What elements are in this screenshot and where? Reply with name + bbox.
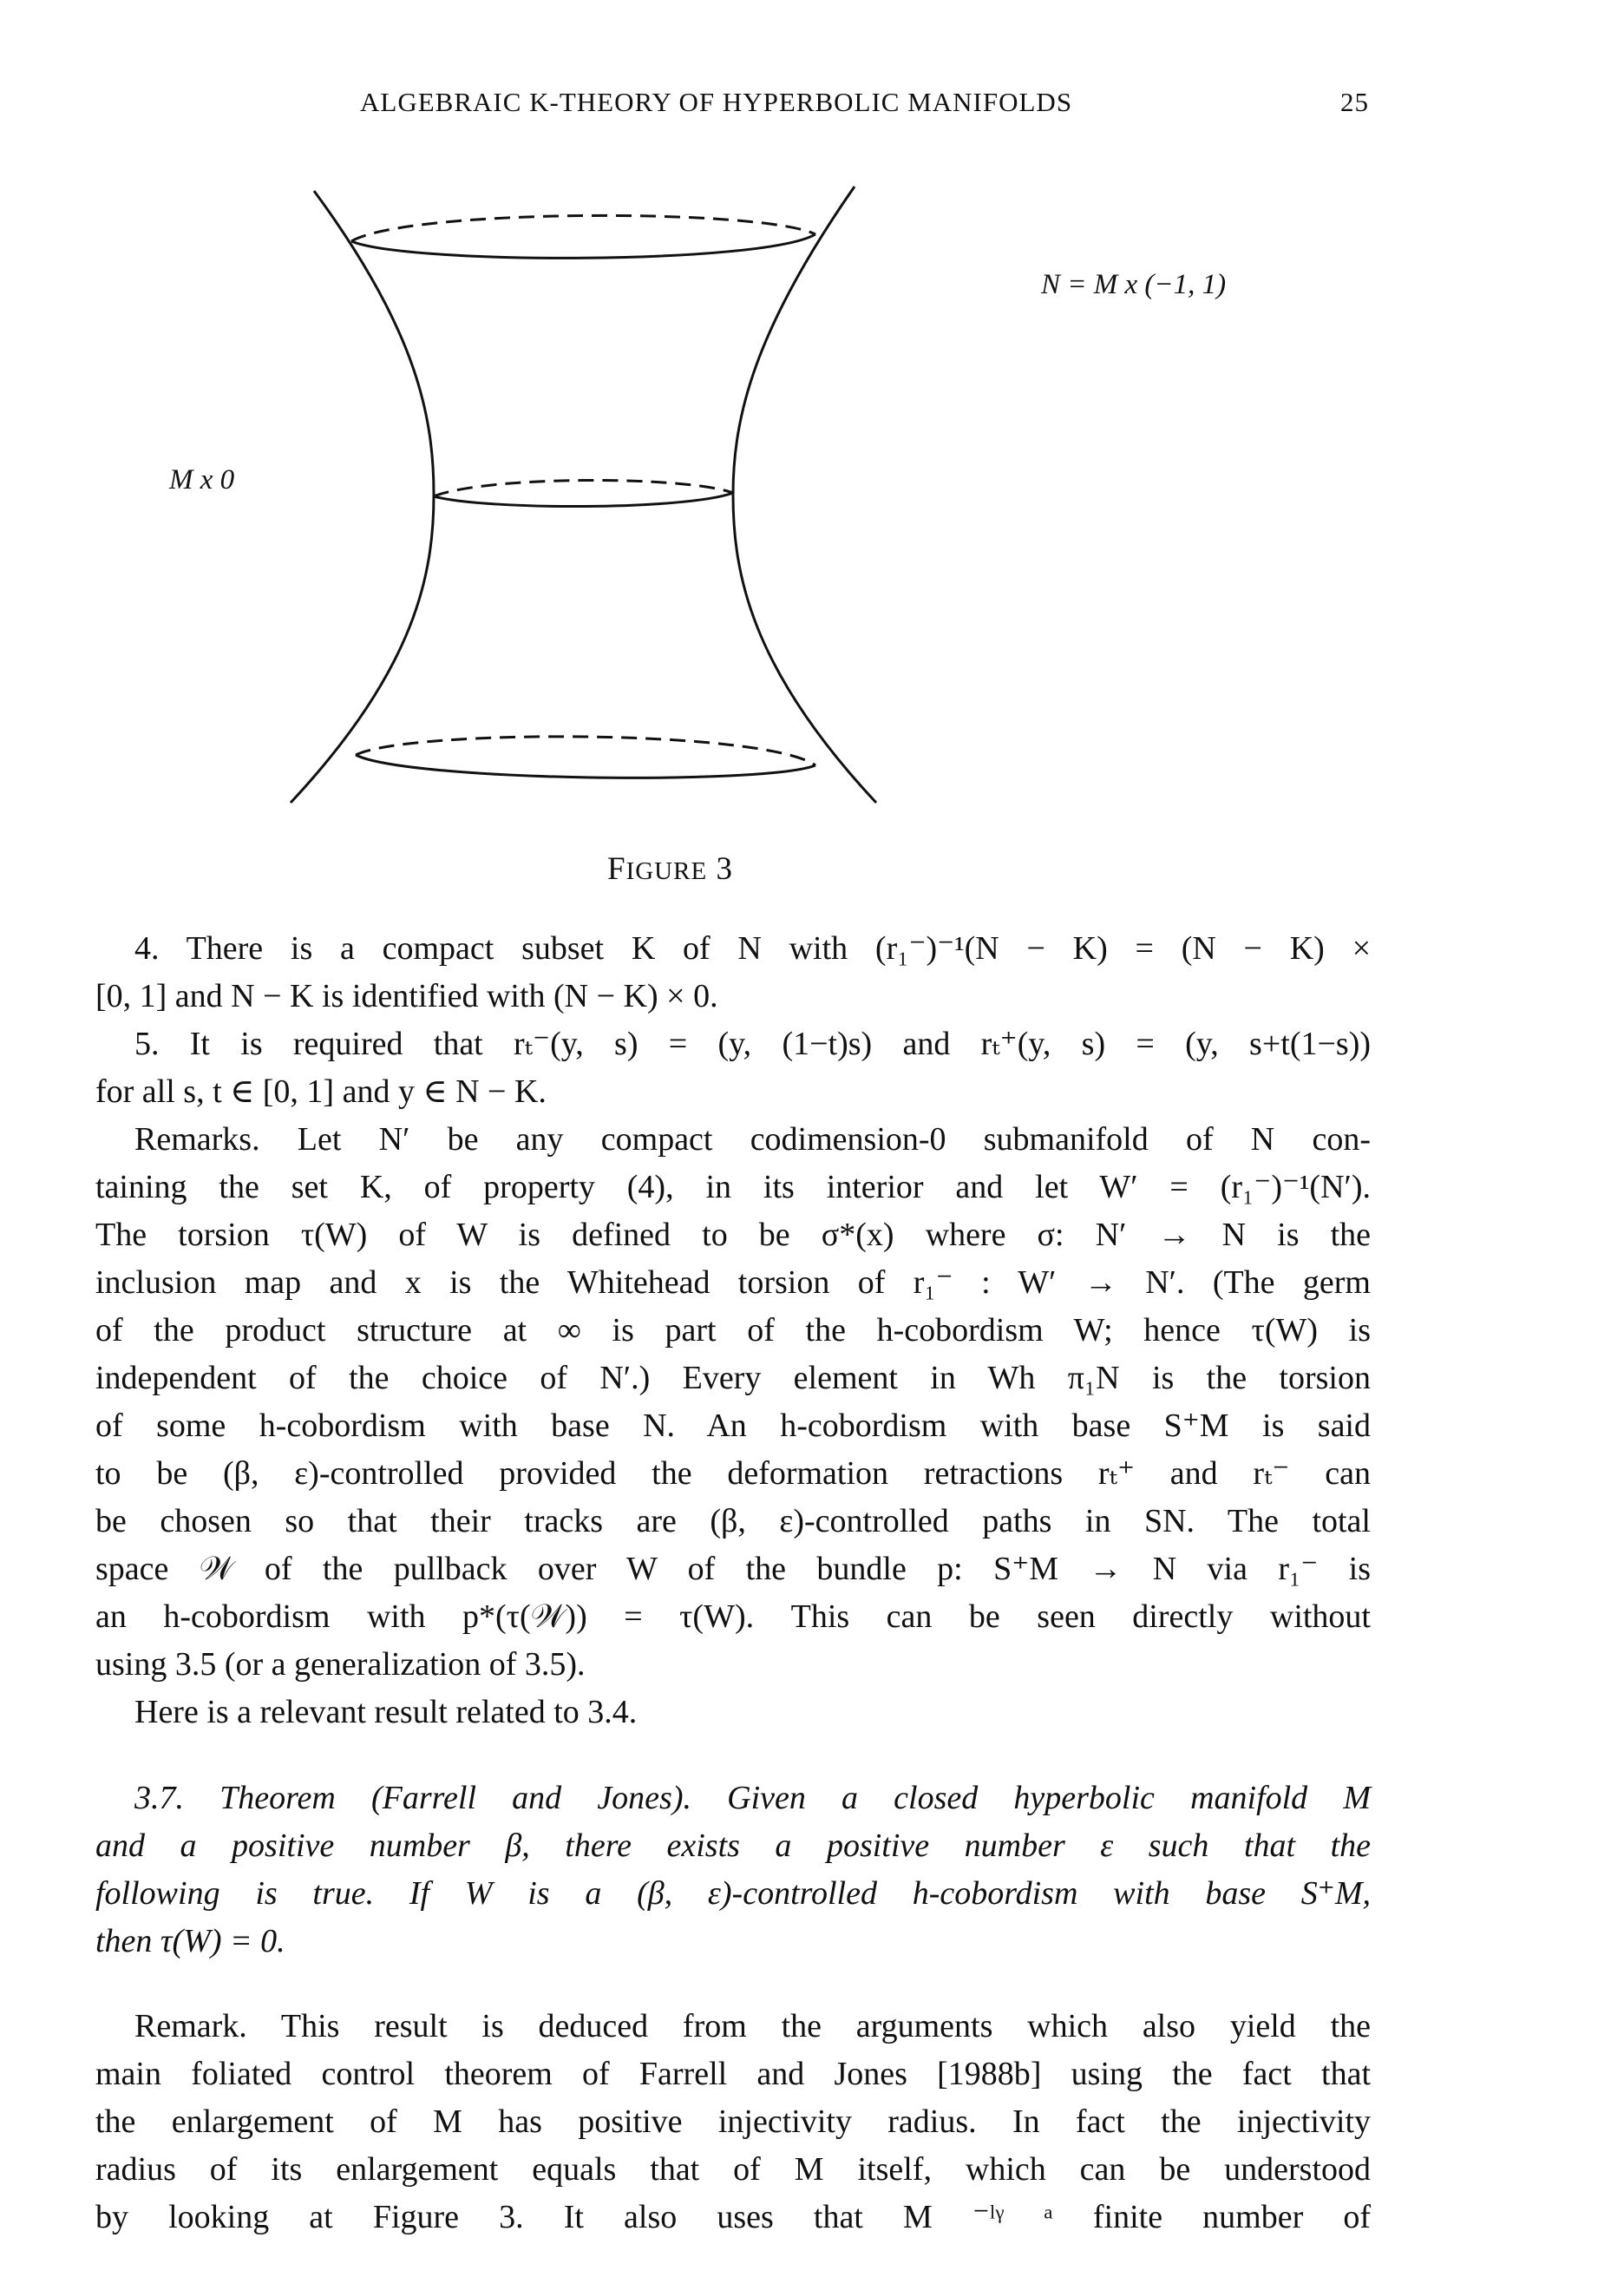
text-line: of the product structure at ∞ is part of the h-cobordism W; hence τ(W) is bbox=[95, 1312, 1371, 1348]
text-line: an h-cobordism with p*(τ(𝒲)) = τ(W). This can be seen directly without bbox=[95, 1598, 1371, 1635]
text-line: to be (β, ε)-controlled provided the deformation retractions rₜ⁺ and rₜ⁻ can bbox=[95, 1455, 1371, 1492]
text-line: 4. There is a compact subset K of N with (r₁⁻)⁻¹(N − K) = (N − K) × bbox=[134, 930, 1371, 967]
text-line: space 𝒲 of the pullback over W of the bundle p: S⁺M → N via r₁⁻ is bbox=[95, 1551, 1371, 1587]
text-line: 5. It is required that rₜ⁻(y, s) = (y, (1−t)s) and rₜ⁺(y, s) = (y, s+t(1−s)) bbox=[134, 1026, 1371, 1062]
text-line: The torsion τ(W) of W is defined to be σ*(x) where σ: N′ → N is the bbox=[95, 1217, 1371, 1253]
text-line: using 3.5 (or a generalization of 3.5). bbox=[95, 1646, 586, 1683]
left-boundary-curve bbox=[291, 191, 434, 803]
middle-ellipse-front bbox=[434, 493, 733, 507]
remark-line: Remark. This result is deduced from the arguments which also yield the bbox=[134, 2008, 1371, 2044]
hyperboloid-figure bbox=[0, 0, 1624, 868]
text-line: taining the set K, of property (4), in its interior and let W′ = (r₁⁻)⁻¹(N′). bbox=[95, 1169, 1371, 1205]
remarks-line: Remarks. Let N′ be any compact codimension-0 submanifold of N con- bbox=[134, 1121, 1371, 1158]
text-line: radius of its enlargement equals that of M itself, which can be understood bbox=[95, 2151, 1371, 2188]
bottom-ellipse-front bbox=[356, 755, 815, 778]
running-title: ALGEBRAIC K-THEORY OF HYPERBOLIC MANIFOLDS bbox=[360, 87, 1073, 117]
text-line: by looking at Figure 3. It also uses that M ⁻ˡᵞ ᵃ finite number of bbox=[95, 2199, 1371, 2235]
top-ellipse-front bbox=[351, 234, 815, 258]
theorem-line: 3.7. Theorem (Farrell and Jones). Given a closed hyperbolic manifold M bbox=[134, 1780, 1371, 1816]
text-line: independent of the choice of N′.) Every element in Wh π₁N is the torsion bbox=[95, 1360, 1371, 1396]
text-line: be chosen so that their tracks are (β, ε)-controlled paths in SN. The total bbox=[95, 1503, 1371, 1539]
theorem-line: following is true. If W is a (β, ε)-controlled h-cobordism with base S⁺M, bbox=[95, 1875, 1371, 1912]
figure-caption: FIGURE 3 bbox=[607, 851, 733, 887]
text-line: inclusion map and x is the Whitehead torsion of r₁⁻ : W′ → N′. (The germ bbox=[95, 1264, 1371, 1301]
text-line: Here is a relevant result related to 3.4. bbox=[134, 1694, 638, 1730]
theorem-line: then τ(W) = 0. bbox=[95, 1923, 285, 1959]
label-n: N = M x (−1, 1) bbox=[1041, 269, 1227, 300]
text-line: the enlargement of M has positive injectivity radius. In fact the injectivity bbox=[95, 2103, 1371, 2140]
bottom-ellipse-back bbox=[356, 737, 815, 765]
right-boundary-curve bbox=[733, 187, 876, 803]
label-m0: M x 0 bbox=[169, 464, 235, 495]
text-line: for all s, t ∈ [0, 1] and y ∈ N − K. bbox=[95, 1073, 547, 1110]
page-number: 25 bbox=[1340, 87, 1369, 117]
theorem-line: and a positive number β, there exists a positive number ε such that the bbox=[95, 1828, 1371, 1864]
text-line: main foliated control theorem of Farrell and Jones [1988b] using the fact that bbox=[95, 2056, 1371, 2092]
middle-ellipse-back bbox=[434, 480, 733, 496]
text-line: [0, 1] and N − K is identified with (N − K) × 0. bbox=[95, 978, 718, 1014]
text-line: of some h-cobordism with base N. An h-cobordism with base S⁺M is said bbox=[95, 1408, 1371, 1444]
top-ellipse-back bbox=[351, 215, 815, 241]
